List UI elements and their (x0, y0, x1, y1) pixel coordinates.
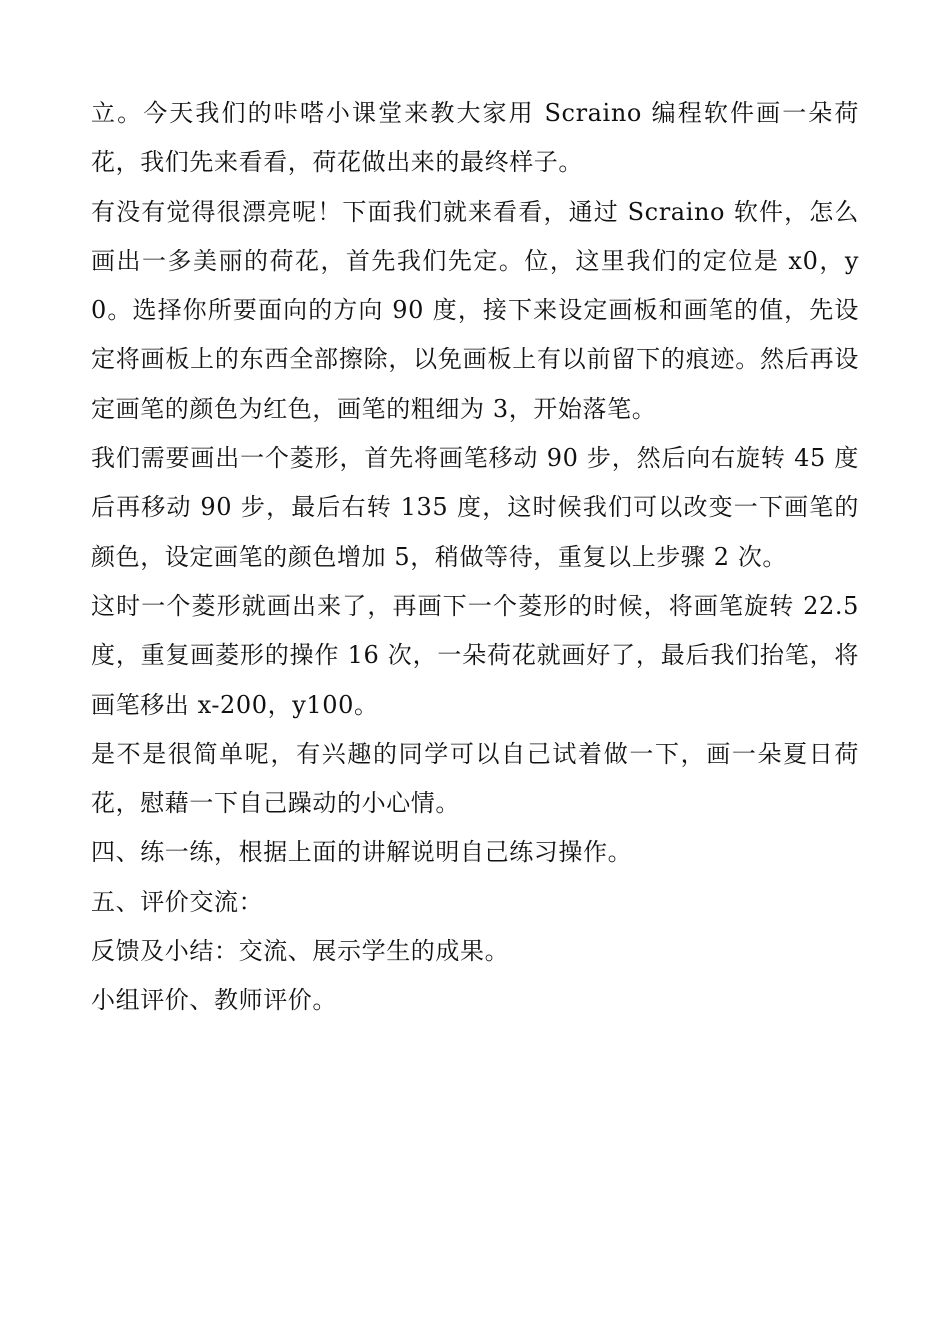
paragraph-feedback: 反馈及小结：交流、展示学生的成果。 (91, 937, 510, 966)
paragraph-group-evaluation: 小组评价、教师评价。 (91, 986, 337, 1015)
section-evaluation: 五、评价交流： (91, 887, 264, 916)
paragraph-setup: 有没有觉得很漂亮呢！下面我们就来看看，通过 Scraino 软件，怎么画出一多美丽的荷花，首先我们先定。位，这里我们的定位是 x0，y0。选择你所要面向的方向 90 度，接下来设定画板和画笔的值，先设定将画板上的东西全部擦除，以免画板上有以前留下的痕迹。然后再设定画笔的颜色为红色，画笔的粗细为 3，开始落笔。 (91, 197, 859, 423)
section-practice: 四、练一练，根据上面的讲解说明自己练习操作。 (91, 838, 633, 867)
paragraph-intro: 立。今天我们的咔嗒小课堂来教大家用 Scraino 编程软件画一朵荷花，我们先来看看，荷花做出来的最终样子。 (91, 99, 859, 177)
paragraph-rhombus: 我们需要画出一个菱形，首先将画笔移动 90 步，然后向右旋转 45 度后再移动 90 步，最后右转 135 度，这时候我们可以改变一下画笔的颜色，设定画笔的颜色增加 5，稍做等待，重复以上步骤 2 次。 (91, 444, 859, 571)
paragraph-conclusion: 是不是很简单呢，有兴趣的同学可以自己试着做一下，画一朵夏日荷花，慰藉一下自己躁动的小心情。 (91, 739, 859, 818)
paragraph-lotus: 这时一个菱形就画出来了，再画下一个菱形的时候，将画笔旋转 22.5 度，重复画菱形的操作 16 次，一朵荷花就画好了，最后我们抬笔，将画笔移出 x-200，y100。 (91, 591, 859, 719)
